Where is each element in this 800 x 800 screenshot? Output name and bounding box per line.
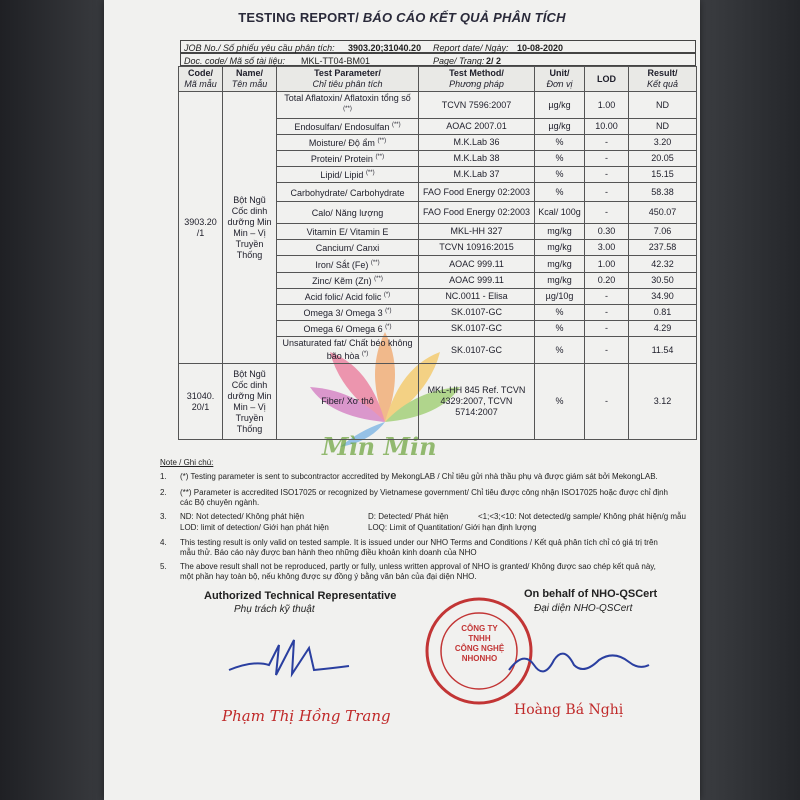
page-value: 2/ 2 [486,56,502,66]
test-parameter: Moisture/ Độ ẩm (**) [277,135,419,151]
test-method: AOAC 2007.01 [419,119,535,135]
test-parameter: Carbohydrate/ Carbohydrate [277,183,419,202]
result: 4.29 [629,321,697,337]
lod: - [585,135,629,151]
note-1: (*) Testing parameter is sent to subcontractor accredited by MekongLAB / Chỉ tiêu gửi nhà thầu phụ và được giám sát bởi MekongLAB. [180,472,658,481]
unit: % [535,183,585,202]
job-value: 3903.20;31040.20 [348,43,422,53]
test-method: AOAC 999.11 [419,273,535,289]
lod: 1.00 [585,256,629,273]
sample-name: Bột Ngũ Cốc dinh dưỡng Min Min – Vị Truyền Thống [223,364,277,440]
doc-label: Doc. code/ Mã số tài liệu: [184,56,286,66]
result: 450.07 [629,202,697,224]
test-parameter: Omega 3/ Omega 3 (*) [277,305,419,321]
date-value: 10-08-2020 [517,43,564,53]
unit: Kcal/ 100g [535,202,585,224]
test-parameter: Cancium/ Canxi [277,240,419,256]
test-method: MKL-HH 845 Ref. TCVN 4329:2007, TCVN 5714:2007 [419,364,535,440]
date-label: Report date/ Ngày: [433,43,509,53]
test-parameter: Zinc/ Kẽm (Zn) (**) [277,273,419,289]
header-row-1 [180,40,696,53]
watermark-text: Mìn Min [322,432,437,461]
lod: - [585,183,629,202]
col-header: Test Method/ Phương pháp [419,67,535,92]
note-number: 3. [160,512,167,521]
lod: - [585,337,629,364]
note-number: 2. [160,488,167,497]
result: 42.32 [629,256,697,273]
sample-code: 31040. 20/1 [179,364,223,440]
test-method: FAO Food Energy 02:2003 [419,202,535,224]
lod: 3.00 [585,240,629,256]
unit: % [535,167,585,183]
result: 15.15 [629,167,697,183]
test-parameter: Acid folic/ Acid folic (*) [277,289,419,305]
right-signatory-name: Hoàng Bá Nghị [514,702,624,718]
note-3d: LOD: limit of detection/ Giới hạn phát hiện [180,523,329,532]
right-signature-icon [504,640,654,690]
col-header: Code/ Mã mẫu [179,67,223,92]
lod: - [585,202,629,224]
unit: mg/kg [535,240,585,256]
note-2b: các Bộ chuyên ngành. [180,498,260,507]
col-header: Name/ Tên mẫu [223,67,277,92]
test-parameter: Omega 6/ Omega 6 (*) [277,321,419,337]
col-header: Result/ Kết quả [629,67,697,92]
test-parameter: Calo/ Năng lượng [277,202,419,224]
right-signatory-subtitle: Đại diện NHO-QSCert [534,603,633,614]
test-method: NC.0011 - Elisa [419,289,535,305]
result: 30.50 [629,273,697,289]
report-paper [104,0,700,800]
lod: - [585,305,629,321]
desk-right [700,0,800,800]
results-table [178,66,697,440]
lod: 1.00 [585,92,629,119]
col-header: Unit/ Đơn vị [535,67,585,92]
note-3c: <1;<3;<10: Not detected/g sample/ Không phát hiện/g mẫu [478,512,686,521]
result: ND [629,92,697,119]
unit: µg/10g [535,289,585,305]
note-number: 1. [160,472,167,481]
note-number: 4. [160,538,167,547]
result: ND [629,119,697,135]
note-5b: một phần hay toàn bộ, nếu không được sự đồng ý bằng văn bản của đại diện NHO. [180,572,477,581]
test-method: TCVN 7596:2007 [419,92,535,119]
test-method: MKL-HH 327 [419,224,535,240]
test-parameter: Total Aflatoxin/ Aflatoxin tổng số (**) [277,92,419,119]
result: 3.12 [629,364,697,440]
test-method: SK.0107-GC [419,305,535,321]
lod: 0.20 [585,273,629,289]
note-3b: D: Detected/ Phát hiện [368,512,449,521]
unit: % [535,305,585,321]
note-3a: ND: Not detected/ Không phát hiện [180,512,305,521]
note-2a: (**) Parameter is accredited ISO17025 or recognized by Vietnamese government/ Chỉ tiêu được công nhận ISO17025 hoặc được chỉ định [180,488,668,497]
result: 0.81 [629,305,697,321]
header-row-2 [180,53,696,66]
test-method: SK.0107-GC [419,321,535,337]
table-header-row [179,67,697,92]
unit: % [535,337,585,364]
note-3e: LOQ: Limit of Quantitation/ Giới hạn định lượng [368,523,537,532]
test-parameter: Fiber/ Xơ thô [277,364,419,440]
desk-left [0,0,110,800]
note-number: 5. [160,562,167,571]
lod: - [585,364,629,440]
sample-code: 3903.20 /1 [179,92,223,364]
result: 20.05 [629,151,697,167]
test-method: FAO Food Energy 02:2003 [419,183,535,202]
unit: % [535,321,585,337]
notes-heading: Note / Ghi chú: [160,458,214,467]
unit: mg/kg [535,224,585,240]
lod: - [585,289,629,305]
left-signatory-name: Phạm Thị Hồng Trang [222,707,391,725]
right-signatory-title: On behalf of NHO-QSCert [524,588,658,600]
report-title: TESTING REPORT/ BÁO CÁO KẾT QUẢ PHÂN TÍCH [238,10,566,25]
test-parameter: Vitamin E/ Vitamin E [277,224,419,240]
sample-name: Bột Ngũ Cốc dinh dưỡng Min Min – Vị Truyền Thống [223,92,277,364]
test-parameter: Protein/ Protein (**) [277,151,419,167]
stamp-text: CÔNG TY TNHH CÔNG NGHỆ NHONHO [454,624,505,663]
test-method: SK.0107-GC [419,337,535,364]
lod: 10.00 [585,119,629,135]
result: 11.54 [629,337,697,364]
test-parameter: Iron/ Sắt (Fe) (**) [277,256,419,273]
result: 3.20 [629,135,697,151]
table-row [179,364,697,440]
note-4a: This testing result is only valid on tested sample. It is issued under our NHO Terms and Conditions / Kết quả phân tích chỉ có giá trị trên [180,538,658,547]
test-method: M.K.Lab 38 [419,151,535,167]
result: 34.90 [629,289,697,305]
unit: % [535,364,585,440]
col-header: LOD [585,67,629,92]
test-method: TCVN 10916:2015 [419,240,535,256]
test-method: M.K.Lab 36 [419,135,535,151]
note-5a: The above result shall not be reproduced, partly or fully, unless written approval of NHO is granted/ Không được sao chép kết quả này, [180,562,656,571]
unit: mg/kg [535,256,585,273]
left-signatory-subtitle: Phụ trách kỹ thuật [234,604,315,615]
unit: mg/kg [535,273,585,289]
job-label: JOB No./ Số phiếu yêu cầu phân tích: [184,43,335,53]
unit: % [535,135,585,151]
lod: - [585,321,629,337]
page-label: Page/ Trang: [433,56,485,66]
unit: µg/kg [535,92,585,119]
result: 237.58 [629,240,697,256]
col-header: Test Parameter/ Chỉ tiêu phân tích [277,67,419,92]
lod: - [585,151,629,167]
unit: % [535,151,585,167]
test-method: M.K.Lab 37 [419,167,535,183]
left-signature-icon [224,630,354,690]
result: 58.38 [629,183,697,202]
note-4b: mẫu thử. Báo cáo này được ban hành theo những điều khoản kinh doanh của NHO [180,548,477,557]
table-row [179,92,697,119]
lod: - [585,167,629,183]
test-method: AOAC 999.11 [419,256,535,273]
doc-value: MKL-TT04-BM01 [301,56,371,66]
test-parameter: Unsaturated fat/ Chất béo không bão hòa (*) [277,337,419,364]
test-parameter: Endosulfan/ Endosulfan (**) [277,119,419,135]
result: 7.06 [629,224,697,240]
left-signatory-title: Authorized Technical Representative [204,590,397,602]
test-parameter: Lipid/ Lipid (**) [277,167,419,183]
unit: µg/kg [535,119,585,135]
lod: 0.30 [585,224,629,240]
